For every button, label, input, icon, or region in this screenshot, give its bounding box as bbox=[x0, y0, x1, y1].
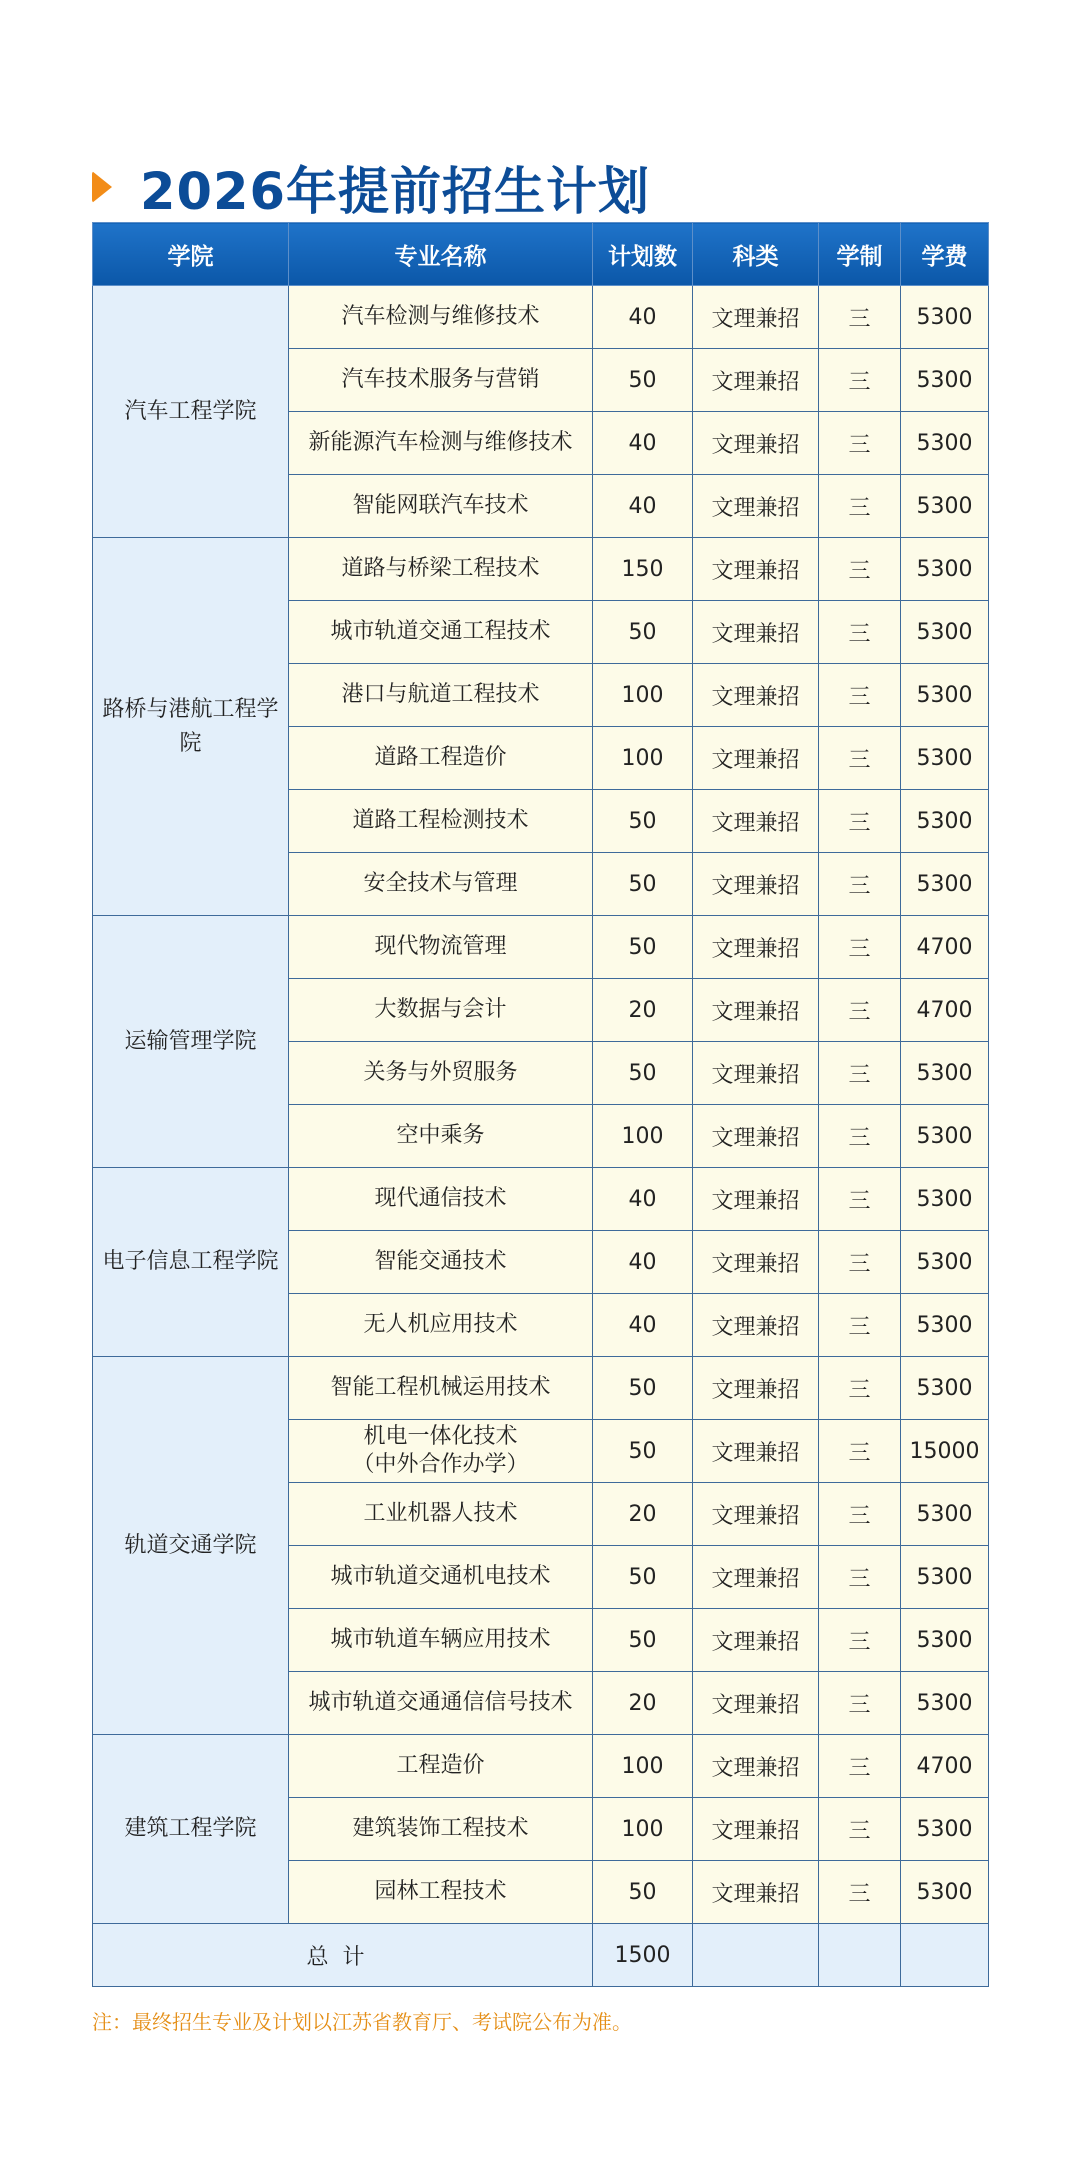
major-cell: 工业机器人技术 bbox=[289, 1483, 593, 1546]
total-row bbox=[93, 1924, 989, 1987]
duration-cell: 三 bbox=[819, 1168, 901, 1231]
table-row bbox=[93, 1735, 989, 1798]
total-plan-cell: 1500 bbox=[593, 1924, 693, 1987]
duration-cell: 三 bbox=[819, 349, 901, 412]
plan-count-cell: 100 bbox=[593, 1735, 693, 1798]
major-cell: 园林工程技术 bbox=[289, 1861, 593, 1924]
plan-count-cell: 50 bbox=[593, 790, 693, 853]
category-cell: 文理兼招 bbox=[693, 790, 819, 853]
tuition-fee-cell: 5300 bbox=[901, 1231, 989, 1294]
table-row bbox=[93, 916, 989, 979]
plan-count-cell: 50 bbox=[593, 601, 693, 664]
header-category: 科类 bbox=[693, 223, 819, 286]
major-cell: 机电一体化技术 （中外合作办学） bbox=[289, 1420, 593, 1483]
major-cell: 安全技术与管理 bbox=[289, 853, 593, 916]
plan-count-cell: 50 bbox=[593, 1609, 693, 1672]
plan-count-cell: 20 bbox=[593, 1483, 693, 1546]
category-cell: 文理兼招 bbox=[693, 1672, 819, 1735]
plan-count-cell: 40 bbox=[593, 1294, 693, 1357]
page-title: 2026年提前招生计划 bbox=[140, 163, 650, 222]
category-cell: 文理兼招 bbox=[693, 1609, 819, 1672]
major-cell: 城市轨道交通机电技术 bbox=[289, 1546, 593, 1609]
category-cell: 文理兼招 bbox=[693, 349, 819, 412]
tuition-fee-cell: 5300 bbox=[901, 538, 989, 601]
tuition-fee-cell: 5300 bbox=[901, 1609, 989, 1672]
tuition-fee-cell: 5300 bbox=[901, 1168, 989, 1231]
empty-cell bbox=[819, 1924, 901, 1987]
table-row bbox=[93, 1168, 989, 1231]
plan-count-cell: 50 bbox=[593, 1357, 693, 1420]
category-cell: 文理兼招 bbox=[693, 727, 819, 790]
major-cell: 建筑装饰工程技术 bbox=[289, 1798, 593, 1861]
major-cell: 大数据与会计 bbox=[289, 979, 593, 1042]
table-row bbox=[93, 286, 989, 349]
major-cell: 现代通信技术 bbox=[289, 1168, 593, 1231]
duration-cell: 三 bbox=[819, 1672, 901, 1735]
tuition-fee-cell: 5300 bbox=[901, 286, 989, 349]
tuition-fee-cell: 5300 bbox=[901, 853, 989, 916]
college-cell: 电子信息工程学院 bbox=[93, 1168, 289, 1357]
table-row bbox=[93, 538, 989, 601]
major-cell: 汽车检测与维修技术 bbox=[289, 286, 593, 349]
tuition-fee-cell: 5300 bbox=[901, 1672, 989, 1735]
plan-count-cell: 40 bbox=[593, 1231, 693, 1294]
total-label: 总计 bbox=[93, 1924, 593, 1987]
duration-cell: 三 bbox=[819, 601, 901, 664]
duration-cell: 三 bbox=[819, 1294, 901, 1357]
category-cell: 文理兼招 bbox=[693, 475, 819, 538]
duration-cell: 三 bbox=[819, 1420, 901, 1483]
tuition-fee-cell: 5300 bbox=[901, 664, 989, 727]
major-cell: 无人机应用技术 bbox=[289, 1294, 593, 1357]
duration-cell: 三 bbox=[819, 1483, 901, 1546]
major-cell: 工程造价 bbox=[289, 1735, 593, 1798]
category-cell: 文理兼招 bbox=[693, 1798, 819, 1861]
plan-count-cell: 40 bbox=[593, 412, 693, 475]
tuition-fee-cell: 5300 bbox=[901, 412, 989, 475]
duration-cell: 三 bbox=[819, 412, 901, 475]
page-header bbox=[92, 150, 650, 224]
duration-cell: 三 bbox=[819, 1609, 901, 1672]
plan-count-cell: 40 bbox=[593, 286, 693, 349]
header-plan: 计划数 bbox=[593, 223, 693, 286]
duration-cell: 三 bbox=[819, 790, 901, 853]
enrollment-plan-table bbox=[92, 222, 989, 1987]
category-cell: 文理兼招 bbox=[693, 1861, 819, 1924]
major-cell: 道路工程造价 bbox=[289, 727, 593, 790]
college-cell: 路桥与港航工程学院 bbox=[93, 538, 289, 916]
major-cell: 智能交通技术 bbox=[289, 1231, 593, 1294]
category-cell: 文理兼招 bbox=[693, 1105, 819, 1168]
category-cell: 文理兼招 bbox=[693, 601, 819, 664]
duration-cell: 三 bbox=[819, 727, 901, 790]
plan-count-cell: 50 bbox=[593, 1546, 693, 1609]
category-cell: 文理兼招 bbox=[693, 412, 819, 475]
footnote: 注：最终招生专业及计划以江苏省教育厅、考试院公布为准。 bbox=[92, 2010, 632, 2034]
tuition-fee-cell: 15000 bbox=[901, 1420, 989, 1483]
plan-count-cell: 50 bbox=[593, 1420, 693, 1483]
plan-count-cell: 40 bbox=[593, 475, 693, 538]
category-cell: 文理兼招 bbox=[693, 286, 819, 349]
tuition-fee-cell: 4700 bbox=[901, 1735, 989, 1798]
tuition-fee-cell: 5300 bbox=[901, 1483, 989, 1546]
duration-cell: 三 bbox=[819, 853, 901, 916]
header-fee: 学费 bbox=[901, 223, 989, 286]
tuition-fee-cell: 5300 bbox=[901, 1546, 989, 1609]
table-body bbox=[93, 286, 989, 1987]
college-cell: 轨道交通学院 bbox=[93, 1357, 289, 1735]
tuition-fee-cell: 5300 bbox=[901, 790, 989, 853]
college-cell: 汽车工程学院 bbox=[93, 286, 289, 538]
table-header-row bbox=[93, 223, 989, 286]
major-cell: 汽车技术服务与营销 bbox=[289, 349, 593, 412]
category-cell: 文理兼招 bbox=[693, 1357, 819, 1420]
category-cell: 文理兼招 bbox=[693, 1483, 819, 1546]
plan-count-cell: 20 bbox=[593, 1672, 693, 1735]
duration-cell: 三 bbox=[819, 475, 901, 538]
tuition-fee-cell: 5300 bbox=[901, 1105, 989, 1168]
category-cell: 文理兼招 bbox=[693, 1042, 819, 1105]
major-cell: 道路工程检测技术 bbox=[289, 790, 593, 853]
tuition-fee-cell: 5300 bbox=[901, 727, 989, 790]
plan-count-cell: 40 bbox=[593, 1168, 693, 1231]
plan-count-cell: 100 bbox=[593, 1798, 693, 1861]
duration-cell: 三 bbox=[819, 979, 901, 1042]
duration-cell: 三 bbox=[819, 1861, 901, 1924]
header-major: 专业名称 bbox=[289, 223, 593, 286]
tuition-fee-cell: 5300 bbox=[901, 1042, 989, 1105]
empty-cell bbox=[901, 1924, 989, 1987]
college-cell: 运输管理学院 bbox=[93, 916, 289, 1168]
major-cell: 城市轨道车辆应用技术 bbox=[289, 1609, 593, 1672]
major-cell: 港口与航道工程技术 bbox=[289, 664, 593, 727]
category-cell: 文理兼招 bbox=[693, 979, 819, 1042]
duration-cell: 三 bbox=[819, 1231, 901, 1294]
duration-cell: 三 bbox=[819, 1798, 901, 1861]
header-college: 学院 bbox=[93, 223, 289, 286]
plan-count-cell: 150 bbox=[593, 538, 693, 601]
category-cell: 文理兼招 bbox=[693, 1735, 819, 1798]
category-cell: 文理兼招 bbox=[693, 1231, 819, 1294]
plan-count-cell: 20 bbox=[593, 979, 693, 1042]
duration-cell: 三 bbox=[819, 1042, 901, 1105]
tuition-fee-cell: 5300 bbox=[901, 601, 989, 664]
major-cell: 关务与外贸服务 bbox=[289, 1042, 593, 1105]
tuition-fee-cell: 5300 bbox=[901, 1294, 989, 1357]
category-cell: 文理兼招 bbox=[693, 664, 819, 727]
duration-cell: 三 bbox=[819, 1735, 901, 1798]
plan-count-cell: 50 bbox=[593, 1042, 693, 1105]
plan-count-cell: 50 bbox=[593, 349, 693, 412]
duration-cell: 三 bbox=[819, 538, 901, 601]
major-cell: 智能工程机械运用技术 bbox=[289, 1357, 593, 1420]
major-cell: 新能源汽车检测与维修技术 bbox=[289, 412, 593, 475]
major-cell: 城市轨道交通工程技术 bbox=[289, 601, 593, 664]
tuition-fee-cell: 4700 bbox=[901, 916, 989, 979]
tuition-fee-cell: 5300 bbox=[901, 1357, 989, 1420]
empty-cell bbox=[693, 1924, 819, 1987]
plan-count-cell: 50 bbox=[593, 916, 693, 979]
tuition-fee-cell: 4700 bbox=[901, 979, 989, 1042]
category-cell: 文理兼招 bbox=[693, 1546, 819, 1609]
category-cell: 文理兼招 bbox=[693, 1294, 819, 1357]
major-cell: 现代物流管理 bbox=[289, 916, 593, 979]
table-row bbox=[93, 1357, 989, 1420]
triangle-bullet-icon bbox=[92, 171, 112, 203]
duration-cell: 三 bbox=[819, 1105, 901, 1168]
duration-cell: 三 bbox=[819, 1546, 901, 1609]
tuition-fee-cell: 5300 bbox=[901, 1861, 989, 1924]
tuition-fee-cell: 5300 bbox=[901, 1798, 989, 1861]
tuition-fee-cell: 5300 bbox=[901, 475, 989, 538]
header-duration: 学制 bbox=[819, 223, 901, 286]
category-cell: 文理兼招 bbox=[693, 1420, 819, 1483]
college-cell: 建筑工程学院 bbox=[93, 1735, 289, 1924]
plan-count-cell: 50 bbox=[593, 853, 693, 916]
category-cell: 文理兼招 bbox=[693, 916, 819, 979]
category-cell: 文理兼招 bbox=[693, 538, 819, 601]
category-cell: 文理兼招 bbox=[693, 1168, 819, 1231]
duration-cell: 三 bbox=[819, 1357, 901, 1420]
duration-cell: 三 bbox=[819, 286, 901, 349]
duration-cell: 三 bbox=[819, 664, 901, 727]
duration-cell: 三 bbox=[819, 916, 901, 979]
category-cell: 文理兼招 bbox=[693, 853, 819, 916]
plan-count-cell: 100 bbox=[593, 664, 693, 727]
major-cell: 城市轨道交通通信信号技术 bbox=[289, 1672, 593, 1735]
tuition-fee-cell: 5300 bbox=[901, 349, 989, 412]
plan-count-cell: 100 bbox=[593, 1105, 693, 1168]
major-cell: 空中乘务 bbox=[289, 1105, 593, 1168]
major-cell: 道路与桥梁工程技术 bbox=[289, 538, 593, 601]
plan-count-cell: 50 bbox=[593, 1861, 693, 1924]
plan-count-cell: 100 bbox=[593, 727, 693, 790]
major-cell: 智能网联汽车技术 bbox=[289, 475, 593, 538]
